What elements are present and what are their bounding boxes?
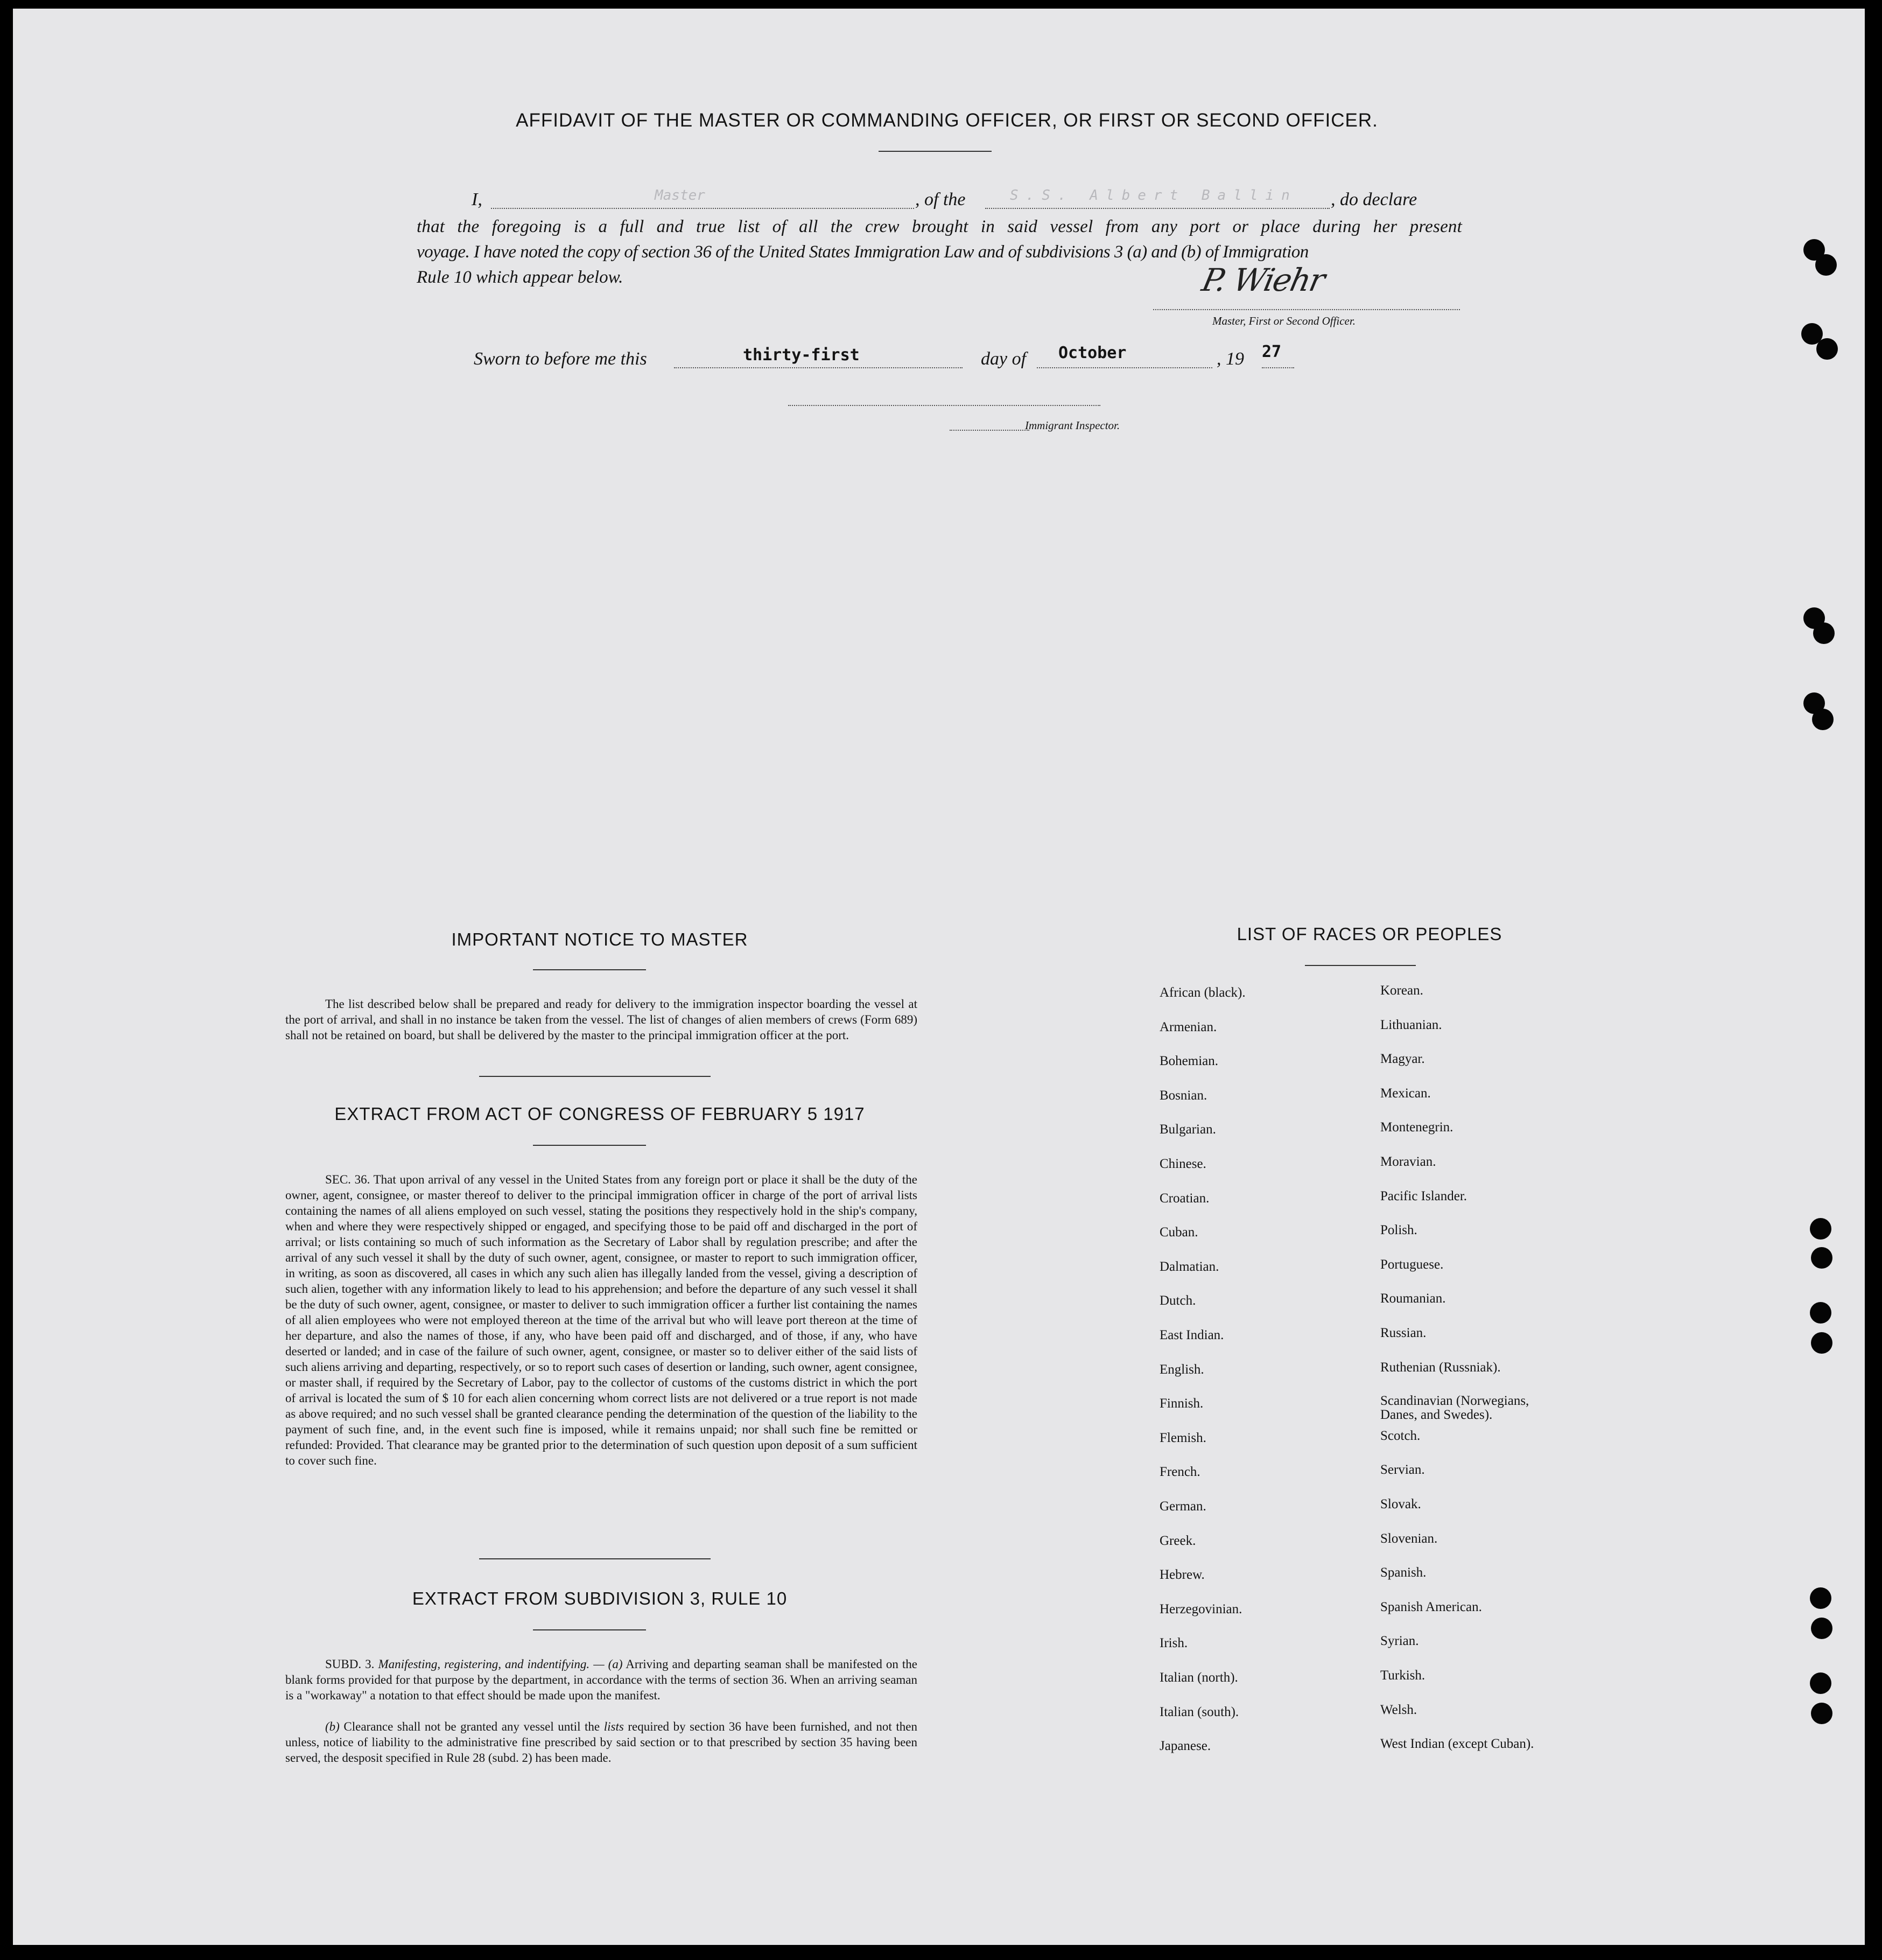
rule-title: EXTRACT FROM SUBDIVISION 3, RULE 10 [412, 1588, 788, 1608]
sworn-day-field[interactable] [674, 367, 963, 368]
sworn-day: thirty-first [743, 346, 860, 365]
rule-a-text: Arriving and departing seaman shall be manifested on the blank forms provided for that purpose by the department, in accordance with the terms of section 36. When an arriving seaman is a "workaway" a notation to that effect should be made upon the manifest. [285, 1657, 918, 1702]
race-entry: Croatian. [1160, 1191, 1210, 1206]
race-entry: Dutch. [1160, 1293, 1196, 1308]
punch-hole [1816, 338, 1838, 360]
race-entry: Scotch. [1380, 1429, 1421, 1443]
race-entry: Servian. [1380, 1462, 1425, 1477]
race-entry: Ruthenian (Russniak). [1380, 1360, 1501, 1375]
rule-b-text-1: Clearance shall not be granted any vessel until the [343, 1720, 600, 1733]
race-entry: Slovak. [1380, 1497, 1421, 1511]
race-entry: Bohemian. [1160, 1054, 1219, 1068]
race-entry: Portuguese. [1380, 1257, 1444, 1272]
do-declare-label: , do declare [1331, 190, 1417, 209]
race-entry: Greek. [1160, 1534, 1196, 1548]
inspector-caption: Immigrant Inspector. [1025, 419, 1120, 432]
race-entry: East Indian. [1160, 1328, 1224, 1342]
race-entry: Montenegrin. [1380, 1120, 1453, 1135]
rule-divider [533, 1629, 646, 1630]
rule-a-heading: Manifesting, registering, and indentifying. — (a) [378, 1657, 623, 1671]
day-of-label: day of [981, 349, 1027, 369]
notice-text: The list described below shall be prepared and ready for delivery to the immigration inspector boarding the vessel at the port of arrival, and shall in no instance be taken from the vessel. The list of changes of alien members of crews (Form 689) shall not be retained on board, but shall be delivered by the master to the principal immigration officer at the port. [285, 997, 917, 1042]
act-divider [533, 1145, 646, 1146]
rule-b-lists: lists [603, 1720, 624, 1733]
race-entry: Russian. [1380, 1326, 1427, 1340]
punch-hole [1810, 1587, 1831, 1609]
rule-subdivision-a [285, 1656, 917, 1703]
notice-divider [533, 969, 646, 970]
race-entry: Italian (north). [1160, 1670, 1238, 1685]
race-entry: Scandinavian (Norwegians, Danes, and Swedes). [1380, 1394, 1529, 1422]
race-entry: Cuban. [1160, 1225, 1198, 1240]
notice-end-divider [479, 1076, 711, 1077]
race-entry: Slovenian. [1380, 1531, 1438, 1546]
document-page [13, 9, 1865, 1945]
race-entry: Flemish. [1160, 1431, 1206, 1445]
vessel-field[interactable] [985, 208, 1330, 209]
act-title: EXTRACT FROM ACT OF CONGRESS OF FEBRUARY 5 1917 [334, 1104, 865, 1124]
race-entry: German. [1160, 1499, 1206, 1514]
race-entry: Moravian. [1380, 1154, 1436, 1169]
race-entry: Japanese. [1160, 1739, 1211, 1753]
race-entry: African (black). [1160, 985, 1246, 1000]
signature-line [1153, 309, 1460, 310]
year-suffix: 27 [1262, 342, 1282, 361]
rule-a-prefix: SUBD. 3. [325, 1657, 375, 1671]
inspector-signature-line [788, 405, 1100, 406]
race-entry: Turkish. [1380, 1668, 1425, 1683]
of-the-label: , of the [915, 190, 966, 209]
race-entry: Chinese. [1160, 1157, 1206, 1171]
race-entry: Polish. [1380, 1223, 1417, 1237]
race-entry: Welsh. [1380, 1703, 1417, 1717]
rank-field[interactable] [491, 208, 914, 209]
inspector-caption-lead [950, 430, 1029, 431]
punch-hole [1810, 1672, 1831, 1694]
act-end-divider [479, 1558, 711, 1559]
rule-b-text-2: required by section 36 have been furnished, and not then unless, notice of liability to the administrative fine prescribed by said section or to that prescribed by section 35 having been served, the desposit specified in Rule 28 (subd. 2) has been made. [285, 1720, 918, 1765]
rank-faint-text: Master [655, 187, 705, 204]
race-entry: Syrian. [1380, 1634, 1419, 1648]
race-entry: Spanish. [1380, 1565, 1427, 1580]
sworn-month: October [1058, 344, 1127, 362]
race-entry: Magyar. [1380, 1052, 1425, 1066]
i-label: I, [472, 190, 482, 209]
race-entry: Herzegovinian. [1160, 1602, 1242, 1616]
race-entry: Italian (south). [1160, 1705, 1239, 1719]
punch-hole [1811, 1618, 1832, 1639]
year-field[interactable] [1262, 367, 1294, 368]
affidavit-title: AFFIDAVIT OF THE MASTER OR COMMANDING OFFICER, OR FIRST OR SECOND OFFICER. [516, 110, 1378, 131]
race-entry: Lithuanian. [1380, 1018, 1442, 1032]
sworn-label: Sworn to before me this [474, 349, 647, 369]
race-entry: Armenian. [1160, 1020, 1217, 1034]
punch-hole [1813, 622, 1835, 644]
title-divider [879, 151, 992, 152]
race-entry: Bulgarian. [1160, 1122, 1216, 1137]
races-right-column [1380, 983, 1628, 1780]
affidavit-line-2: voyage. I have noted the copy of section 36 of the United States Immigration Law and of subdivisions 3 (a) and (b) of Immigration [417, 242, 1309, 262]
race-entry: Mexican. [1380, 1086, 1431, 1101]
race-entry: Dalmatian. [1160, 1259, 1219, 1274]
race-entry: French. [1160, 1465, 1200, 1479]
rule-subdivision-b [285, 1719, 917, 1766]
sworn-month-field[interactable] [1037, 367, 1212, 368]
race-entry: English. [1160, 1362, 1204, 1377]
affidavit-line-1: that the foregoing is a full and true list of all the crew brought in said vessel from any port or place during her present [417, 217, 1462, 236]
punch-hole [1815, 254, 1837, 276]
punch-hole [1812, 709, 1834, 730]
punch-hole [1811, 1332, 1832, 1354]
race-entry: Finnish. [1160, 1396, 1204, 1411]
races-title: LIST OF RACES OR PEOPLES [1237, 924, 1502, 944]
act-text: SEC. 36. That upon arrival of any vessel in the United States from any foreign port or place it shall be the duty of the owner, agent, consignee, or master thereof to deliver to the principal immigration officer in charge of the port of arrival lists containing the names of all aliens employed on such vessel, stating the positions they respectively hold in the ship's company, when and where they were respectively shipped or engaged, and specifying those to be paid off and discharged in the port of arrival; or lists containing so much of such information as the Secretary of Labor shall by regulation prescribe; and after the arrival of any such vessel it shall by the duty of such owner, agent, consignee, or master to report to such immigration officer, in writing, as soon as discovered, all cases in which any such alien has illegally landed from the vessel, giving a description of such alien, together with any information likely to lead to his apprehension; and before the departure of any such vessel it shall be the duty of such owner, agent, consignee, or master to deliver to such immigration officer a further list containing the names of all alien employees who were not employed thereon at the time of the arrival but who will leave port thereon at the time of her departure, and also the names of those, if any, who have been paid off and discharged, and of those, if any, who have deserted or landed; and in case of the failure of such owner, agent, consignee, or master so to deliver either of the said lists of such aliens arriving and departing, respectively, or so to report such cases of desertion or landing, such owner, agent consignee, or master shall, if required by the Secretary of Labor, pay to the collector of customs of the customs district in which the port of arrival is located the sum of $ 10 for each alien concerning whom correct lists are not delivered or a true report is not made as above required; and no such vessel shall be granted clearance pending the determination of the question of the liability to the payment of such fine, and, in the event such fine is imposed, while it remains unpaid; nor shall such fine be remitted or refunded: Provided. That clearance may be granted prior to the determination of such question upon deposit of a sum sufficient to cover such fine. [285, 1173, 917, 1467]
race-entry: Roumanian. [1380, 1291, 1446, 1306]
notice-title: IMPORTANT NOTICE TO MASTER [451, 929, 748, 949]
race-entry: Hebrew. [1160, 1567, 1205, 1582]
race-entry: Irish. [1160, 1636, 1188, 1650]
punch-hole [1811, 1703, 1832, 1724]
punch-hole [1811, 1247, 1832, 1269]
declarant-line [472, 187, 1462, 213]
race-entry: Korean. [1380, 983, 1423, 998]
sworn-line [474, 342, 1308, 370]
race-entry: Bosnian. [1160, 1088, 1207, 1103]
affidavit-line-3: Rule 10 which appear below. [417, 268, 623, 287]
rule-b-label: (b) [325, 1720, 340, 1733]
vessel-faint-text: S.S. Albert Ballin [1010, 187, 1297, 204]
year-prefix: , 19 [1217, 349, 1244, 369]
races-left-column [1160, 985, 1364, 1782]
punch-hole [1810, 1218, 1831, 1240]
race-entry: West Indian (except Cuban). [1380, 1737, 1534, 1751]
punch-hole [1810, 1302, 1831, 1324]
race-entry: Spanish American. [1380, 1600, 1482, 1614]
officer-signature: P. Wiehr [1198, 262, 1328, 298]
races-divider [1305, 965, 1416, 966]
race-entry: Pacific Islander. [1380, 1189, 1467, 1203]
signature-caption: Master, First or Second Officer. [1212, 314, 1356, 327]
